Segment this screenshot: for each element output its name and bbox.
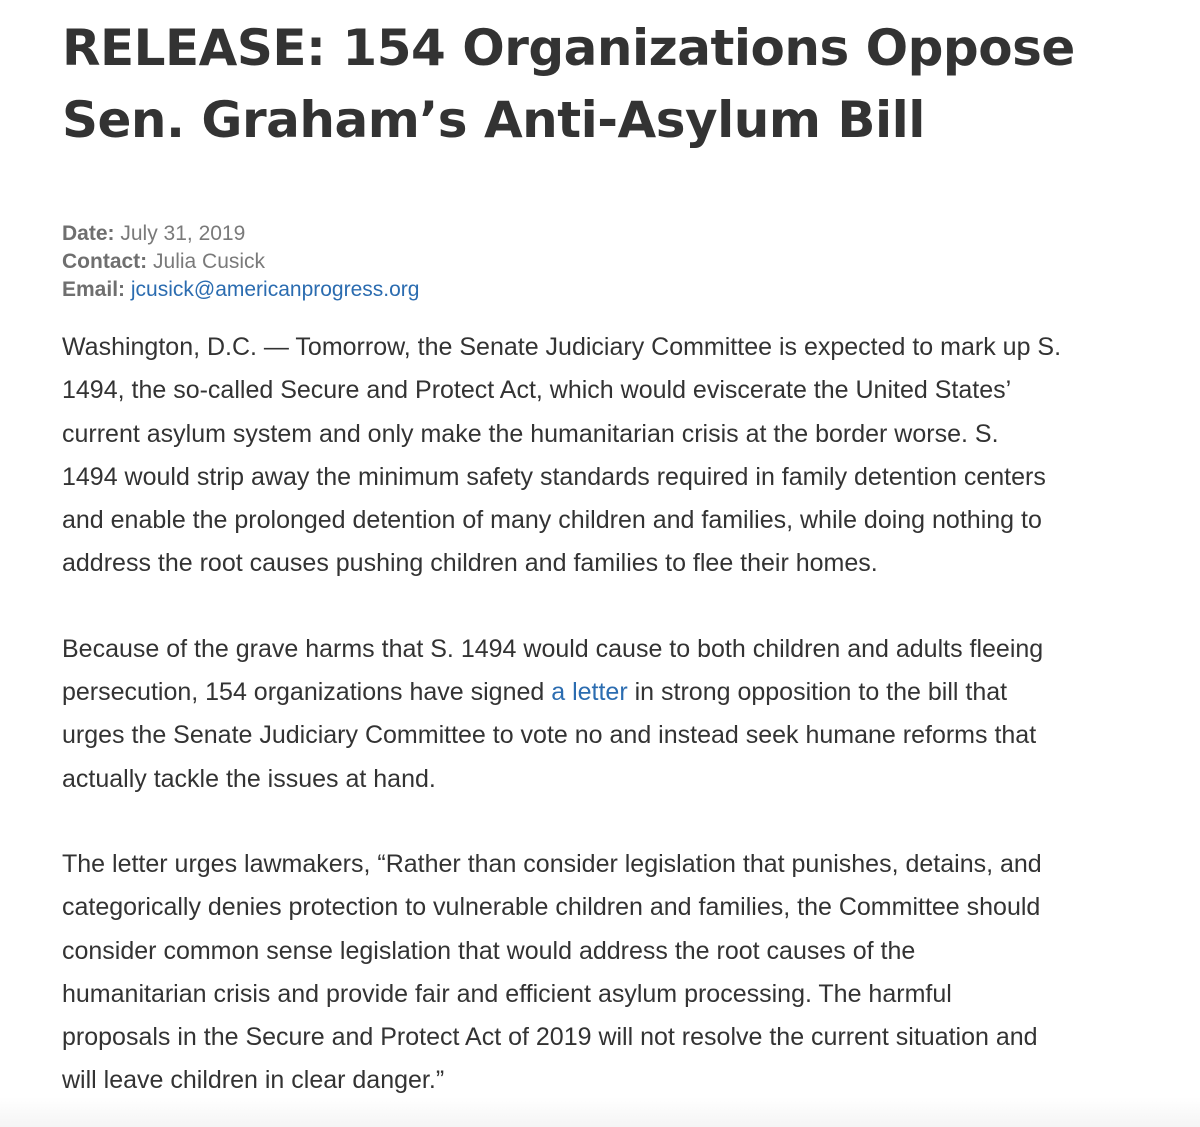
- email-row: [62, 276, 1160, 304]
- contact-row: [62, 248, 1160, 276]
- text-after-link: in strong opposition to the bill that: [627, 678, 1008, 707]
- paragraph-line: The letter urges lawmakers, “Rather than consider legislation that punishes, detains, and: [62, 849, 1042, 878]
- paragraph-line: consider common sense legislation that would address the root causes of the: [62, 936, 916, 965]
- email-label: Email:: [62, 278, 126, 301]
- bottom-fade: [0, 1097, 1200, 1127]
- paragraph-line: 1494, the so-called Secure and Protect Act, which would eviscerate the United States’: [62, 376, 1012, 405]
- paragraph-line: will leave children in clear danger.”: [62, 1066, 445, 1095]
- paragraph-line: Because of the grave harms that S. 1494 would cause to both children and adults fleeing: [62, 634, 1044, 663]
- paragraph-letter: [62, 628, 1160, 801]
- paragraph-line-with-link: [62, 671, 1160, 714]
- paragraph-line: actually tackle the issues at hand.: [62, 764, 436, 793]
- contact-label: Contact:: [62, 250, 148, 273]
- paragraph-intro: [62, 326, 1160, 586]
- paragraph-line: urges the Senate Judiciary Committee to vote no and instead seek humane reforms that: [62, 721, 1037, 750]
- text-before-link: persecution, 154 organizations have signed: [62, 678, 552, 707]
- page-title: [62, 12, 1160, 156]
- contact-value: Julia Cusick: [153, 250, 266, 273]
- title-line-1: RELEASE: 154 Organizations Oppose: [62, 19, 1075, 77]
- paragraph-line: current asylum system and only make the humanitarian crisis at the border worse. S.: [62, 419, 999, 448]
- paragraph-line: Washington, D.C. — Tomorrow, the Senate Judiciary Committee is expected to mark up S.: [62, 333, 1062, 361]
- letter-link[interactable]: a letter: [551, 678, 628, 707]
- title-line-2: Sen. Graham’s Anti-Asylum Bill: [62, 91, 925, 149]
- date-row: [62, 220, 1160, 248]
- email-link[interactable]: jcusick@americanprogress.org: [130, 278, 420, 301]
- paragraph-line: categorically denies protection to vulnerable children and families, the Committee should: [62, 893, 1041, 922]
- date-value: July 31, 2019: [120, 222, 246, 245]
- paragraph-line: and enable the prolonged detention of many children and families, while doing nothing to: [62, 506, 1042, 535]
- paragraph-line: proposals in the Secure and Protect Act of 2019 will not resolve the current situation and: [62, 1023, 1038, 1052]
- paragraph-line: address the root causes pushing children and families to flee their homes.: [62, 549, 878, 578]
- paragraph-line: humanitarian crisis and provide fair and efficient asylum processing. The harmful: [62, 979, 952, 1008]
- date-label: Date:: [62, 222, 115, 245]
- release-meta: [62, 220, 1160, 304]
- paragraph-quote: [62, 843, 1160, 1103]
- paragraph-line: 1494 would strip away the minimum safety standards required in family detention centers: [62, 462, 1046, 491]
